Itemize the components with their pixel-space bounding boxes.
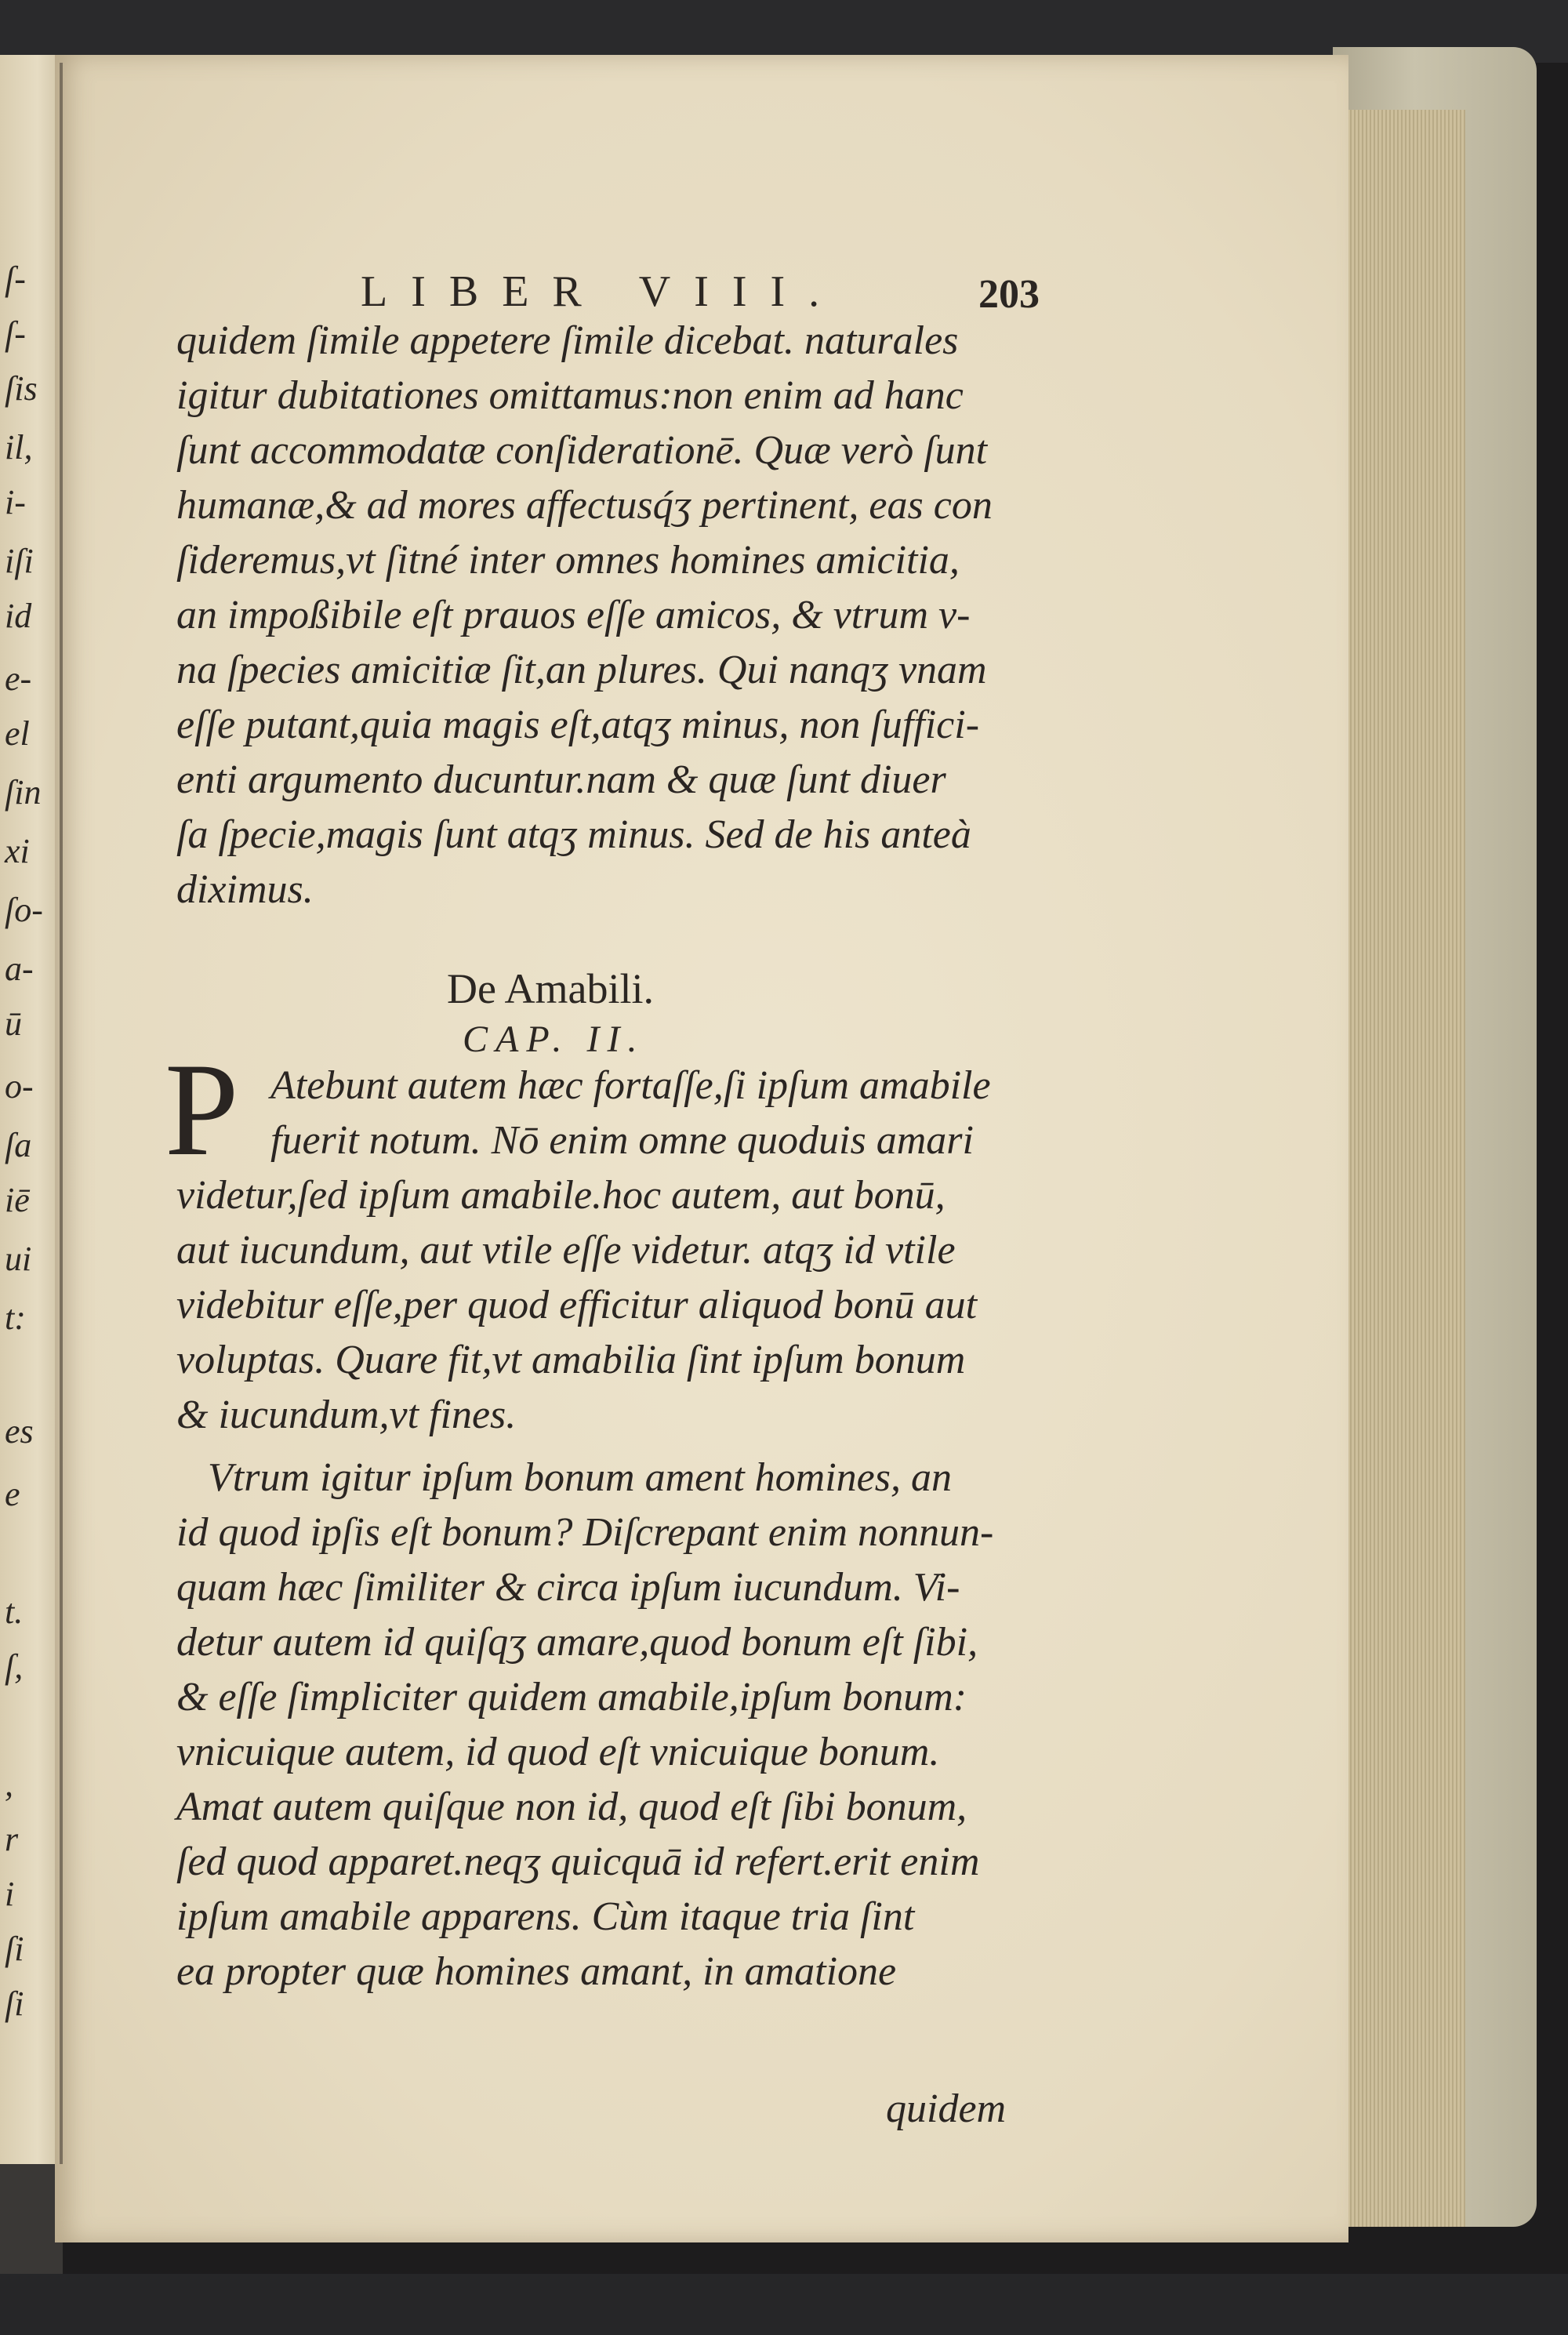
margin-fragment: il, [5,428,33,467]
text-line: an impoßibile eſt prauos eſſe amicos, & vtrum v- [176,593,971,637]
text-line: igitur dubitationes omittamus:non enim ad hanc [176,373,964,418]
drop-cap: P [165,1036,239,1183]
margin-fragment: id [5,597,32,635]
text-line: & eſſe ſimpliciter quidem amabile,ipſum bonum: [176,1675,967,1719]
gutter [60,63,63,2164]
text-line: fuerit notum. Nō enim omne quoduis amari [270,1118,974,1163]
backdrop-bottom [0,2274,1568,2335]
text-line: aut iucundum, aut vtile eſſe videtur. atqʒ id vtile [176,1228,956,1273]
margin-fragment: i [5,1875,15,1913]
margin-fragment: ſ, [5,1647,24,1686]
text-line: & iucundum,vt fines. [176,1393,517,1437]
margin-fragment: ſin [5,773,42,812]
text-line: vnicuique autem, id quod eſt vnicuique bonum. [176,1730,940,1774]
text-line: ea propter quæ homines amant, in amatione [176,1949,897,1994]
margin-fragment: e [5,1475,20,1513]
margin-fragment: o- [5,1067,34,1106]
text-line: ſideremus,vt ſitné inter omnes homines amicitia, [176,538,960,583]
text-line: videtur,ſed ipſum amabile.hoc autem, aut bonū, [176,1173,946,1218]
text-line: ſa ſpecie,magis ſunt atqʒ minus. Sed de his anteà [176,812,971,857]
text-line: enti argumento ducuntur.nam & quæ ſunt diuer [176,757,946,802]
running-title: LIBER VIII. [361,267,844,316]
page-number: 203 [978,272,1040,317]
margin-fragment: xi [5,832,30,870]
margin-fragment: ſ- [5,314,26,353]
margin-fragment: es [5,1412,34,1451]
text-line: id quod ipſis eſt bonum? Diſcrepant enim nonnun- [176,1510,994,1555]
text-line: detur autem id quiſqʒ amare,quod bonum eſt ſibi, [176,1620,978,1665]
margin-fragment: i- [5,483,26,521]
margin-fragment: ui [5,1240,32,1278]
chapter-title: CAP. II. [463,1019,645,1060]
margin-fragment: ū [5,1004,22,1043]
catchword: quidem [886,2086,1007,2131]
text-line: Amat autem quiſque non id, quod eſt ſibi bonum, [176,1785,967,1829]
margin-fragment: a- [5,950,34,988]
text-line: ſunt accommodatæ conſiderationē. Quæ verò ſunt [176,428,988,473]
text-line: videbitur eſſe,per quod efficitur aliquod bonū aut [176,1283,978,1327]
margin-fragment: r [5,1820,19,1858]
margin-fragment: , [5,1765,13,1803]
text-line: ipſum amabile apparens. Cùm itaque tria ſint [176,1894,915,1939]
section-title: De Amabili. [447,965,654,1012]
page-fore-edge [1345,110,1465,2227]
margin-fragment: ſo- [5,891,43,929]
margin-fragment: ſ- [5,260,26,298]
margin-fragment: iē [5,1181,30,1219]
margin-fragment: ſa [5,1126,32,1164]
margin-fragment: e- [5,659,32,698]
text-line: Atebunt autem hæc fortaſſe,ſi ipſum amabile [270,1063,991,1108]
margin-fragment: t. [5,1592,24,1631]
margin-fragment: iſi [5,542,34,580]
text-line: humanæ,& ad mores affectusq́ʒ pertinent, eas con [176,483,993,528]
margin-fragment: ſi [5,1930,24,1968]
text-line: voluptas. Quare fit,vt amabilia ſint ipſum bonum [176,1338,966,1382]
text-line: quam hæc ſimiliter & circa ipſum iucundum. Vi- [176,1565,960,1610]
text-line: na ſpecies amicitiæ ſit,an plures. Qui nanqʒ vnam [176,648,987,692]
text-line: eſſe putant,quia magis eſt,atqʒ minus, non ſuffici- [176,703,980,747]
margin-fragment: el [5,714,30,753]
right-page [55,55,1348,2242]
text-line: Vtrum igitur ipſum bonum ament homines, an [208,1455,952,1500]
text-line: diximus. [176,867,314,912]
text-line: quidem ſimile appetere ſimile dicebat. naturales [176,318,959,363]
margin-fragment: ſis [5,369,38,408]
margin-fragment: ſi [5,1985,24,2023]
margin-fragment: t: [5,1298,26,1337]
left-page-shadow [0,2164,63,2274]
text-line: ſed quod apparet.neqʒ quicquā id refert.erit enim [176,1839,980,1884]
